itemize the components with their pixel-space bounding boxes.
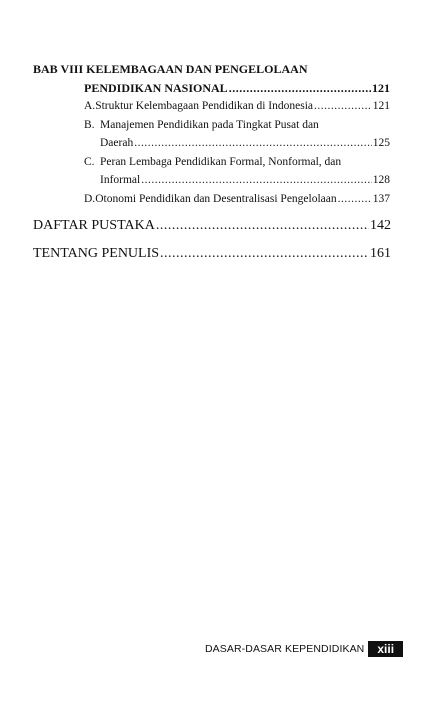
toc-entry-d[interactable]: [84, 193, 390, 205]
folio-badge: xiii: [368, 641, 403, 657]
page-number: 121: [372, 100, 390, 112]
toc-entry-c-line2[interactable]: [100, 174, 390, 186]
chapter-title-line2[interactable]: [84, 81, 390, 96]
page-number: 137: [372, 193, 390, 205]
dot-leader: [314, 100, 372, 112]
toc-entry-bibliography[interactable]: [33, 218, 391, 234]
running-title: DASAR-DASAR KEPENDIDIKAN: [205, 643, 365, 655]
section-letter: A.: [84, 100, 96, 112]
entry-title: TENTANG PENULIS: [33, 246, 160, 261]
page-number: 125: [372, 137, 390, 149]
page-number: 128: [372, 174, 390, 186]
section-title: Otonomi Pendidikan dan Desentralisasi Pengelolaan: [95, 193, 337, 205]
page-footer: [205, 641, 403, 657]
section-letter: B.: [84, 119, 95, 131]
page-number: 161: [370, 246, 391, 261]
page-number: 121: [372, 81, 390, 95]
section-letter: D.: [84, 193, 96, 205]
page-number: 142: [370, 218, 391, 233]
toc-entry-c-line1[interactable]: [84, 156, 341, 168]
chapter-title-line1: [33, 62, 307, 77]
dot-leader: [156, 218, 369, 234]
section-title: Peran Lembaga Pendidikan Formal, Nonformal, dan: [100, 156, 342, 168]
dot-leader: [134, 137, 372, 149]
toc-entry-a[interactable]: [84, 100, 390, 112]
dot-leader: [160, 246, 369, 262]
toc-entry-b-line1[interactable]: [84, 119, 319, 131]
dot-leader: [141, 174, 372, 186]
toc-entry-b-line2[interactable]: [100, 137, 390, 149]
chapter-title-text-2: PENDIDIKAN NASIONAL: [84, 81, 228, 95]
dot-leader: [229, 81, 371, 96]
section-title: Struktur Kelembagaan Pendidikan di Indonesia: [95, 100, 313, 112]
section-title-cont: Informal: [100, 174, 141, 186]
chapter-title-text: BAB VIII KELEMBAGAAN DAN PENGELOLAAN: [33, 62, 308, 76]
entry-title: DAFTAR PUSTAKA: [33, 218, 155, 233]
dot-leader: [338, 193, 372, 205]
section-title: Manajemen Pendidikan pada Tingkat Pusat dan: [100, 119, 319, 131]
toc-entry-author[interactable]: [33, 246, 391, 262]
section-letter: C.: [84, 156, 95, 168]
section-title-cont: Daerah: [100, 137, 134, 149]
